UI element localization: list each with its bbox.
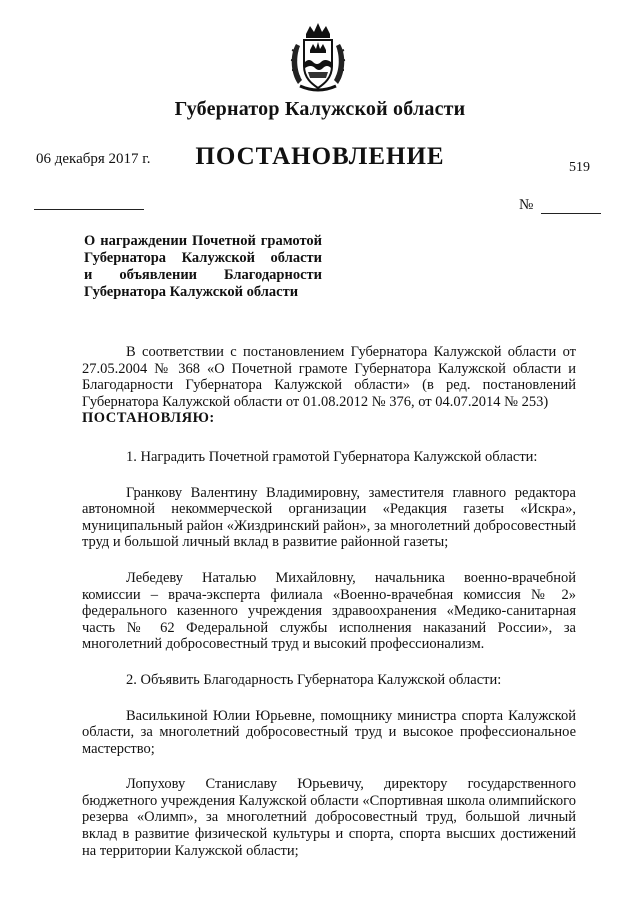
gratitude-entry: Лопухову Станиславу Юрьевичу, директору государственного бюджетного учреждения Калужской области «Спортивная школа олимпийского резерва «Олимп», за многолетний добросовестный труд, большой личный вклад в развитие физической культуры и спорта, спорта высших достижений на территории Калужской области;	[82, 776, 576, 859]
document-body	[82, 344, 576, 878]
decree-word: ПОСТАНОВЛЯЮ:	[82, 410, 215, 427]
preamble-paragraph: В соответствии с постановлением Губернатора Калужской области от 27.05.2004 № 368 «О Почетной грамоте Губернатора Калужской области и Благодарности Губернатора Калужской области» (в ред. постановлений Губернатора Калужской области от 01.08.2012 № 376, от 04.07.2014 № 253)	[82, 344, 576, 410]
subject-line: Губернатора Калужской области	[84, 250, 322, 266]
award-entry: Лебедеву Наталью Михайловну, начальника военно-врачебной комиссии – врача-эксперта филиала «Военно-врачебная комиссия № 2» федерального казенного учреждения здравоохранения «Медико-санитарная часть № 62 Федеральной службы исполнения наказаний России», за многолетний добросовестный труд и высокий профессионализм.	[82, 569, 576, 653]
kaluga-coat-of-arms-icon	[286, 20, 350, 96]
document-title: ПОСТАНОВЛЕНИЕ	[195, 143, 445, 170]
date-underline	[34, 209, 144, 210]
item-2-heading: 2. Объявить Благодарность Губернатора Калужской области:	[126, 671, 502, 688]
award-entry: Гранкову Валентину Владимировну, заместителя главного редактора автономной некоммерческой организации «Редакция газеты «Искра», муниципальный район «Жиздринский район», за многолетний добросовестный труд и большой личный вклад в развитие районной газеты;	[82, 484, 576, 551]
document-date: 06 декабря 2017 г.	[36, 151, 151, 167]
document-number: 519	[569, 160, 590, 175]
number-underline	[541, 213, 601, 214]
gratitude-entry: Василькиной Юлии Юрьевне, помощнику министра спорта Калужской области, за многолетний добросовестный труд и высокое профессиональное мастерство;	[82, 707, 576, 757]
subject-line: О награждении Почетной грамотой	[84, 233, 322, 249]
document-subject	[84, 233, 322, 301]
subject-line: и объявлении Благодарности	[84, 267, 322, 283]
subject-line: Губернатора Калужской области	[84, 284, 299, 300]
item-1-heading: 1. Наградить Почетной грамотой Губернатора Калужской области:	[126, 448, 538, 465]
issuing-authority: Губернатор Калужской области	[174, 98, 466, 120]
number-sign: №	[519, 197, 534, 213]
